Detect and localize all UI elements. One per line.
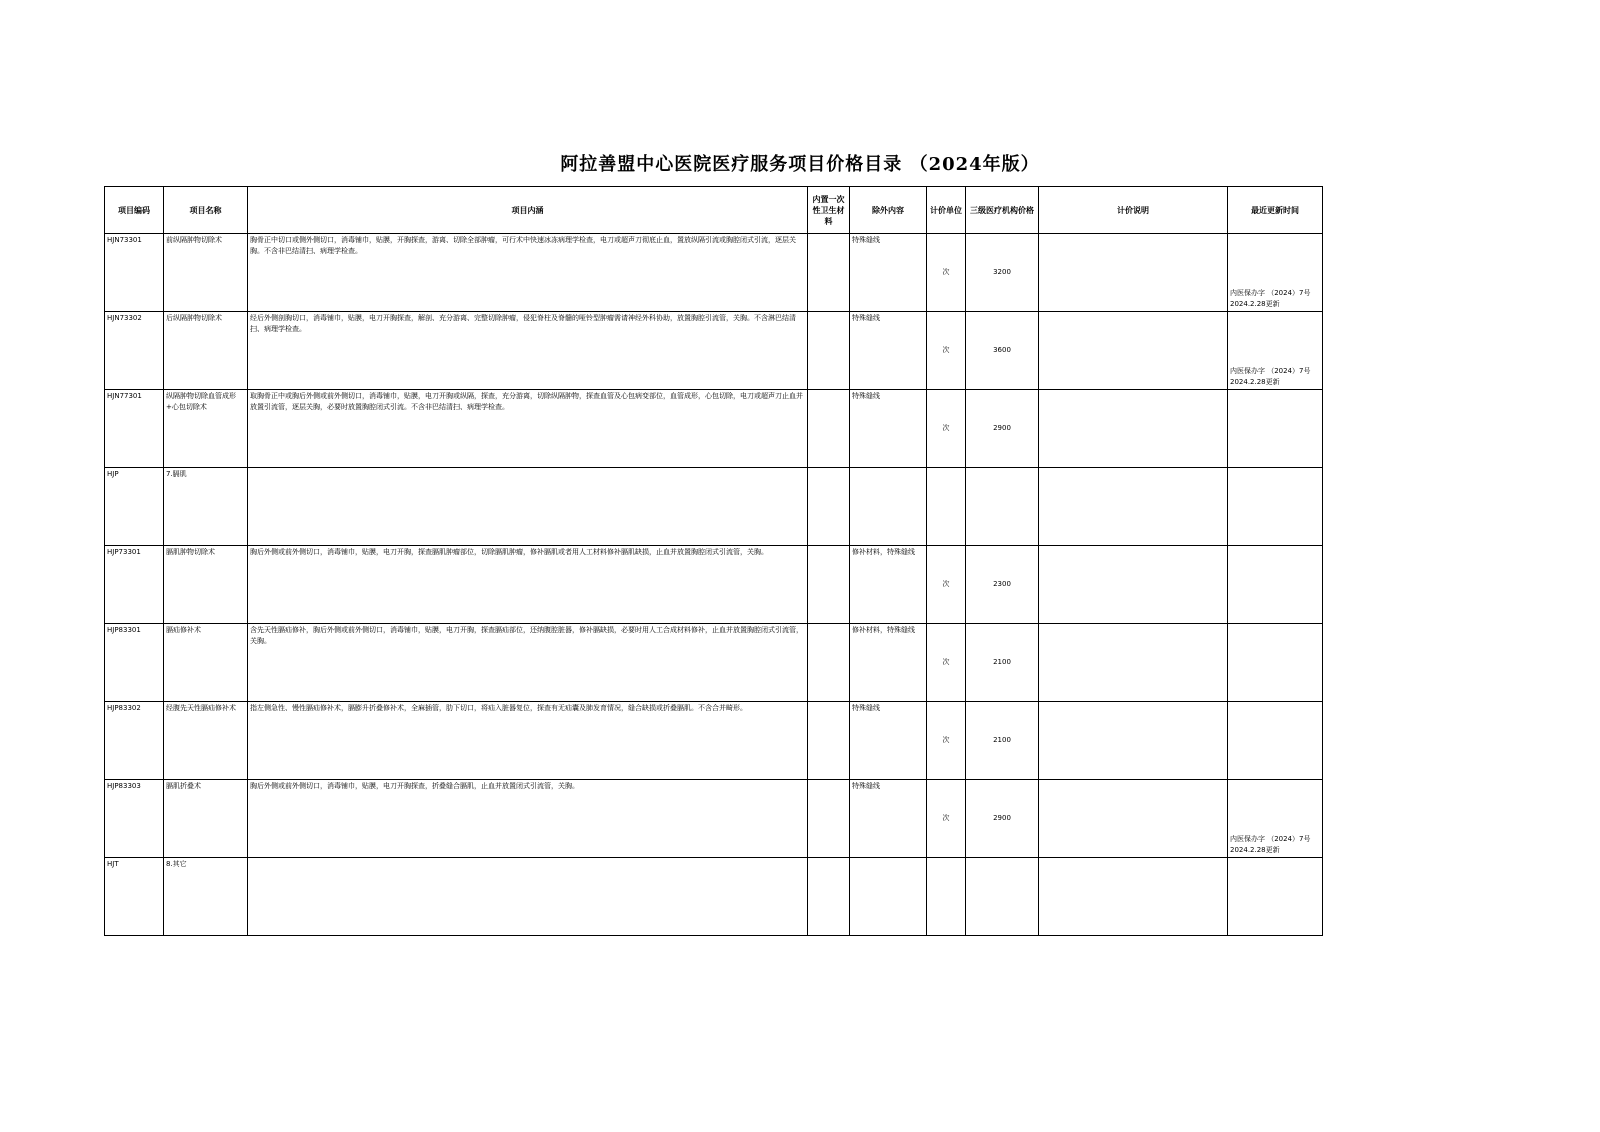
cell-excluded: 修补材料，特殊缝线 — [850, 546, 927, 624]
header-content: 项目内涵 — [248, 187, 808, 234]
cell-note — [1039, 390, 1228, 468]
cell-unit: 次 — [927, 624, 966, 702]
header-excluded: 除外内容 — [850, 187, 927, 234]
cell-code: HJP83301 — [105, 624, 164, 702]
cell-price: 2100 — [966, 624, 1039, 702]
cell-note — [1039, 546, 1228, 624]
cell-name: 7.膈肌 — [164, 468, 248, 546]
cell-content: 取胸骨正中或胸后外侧或前外侧切口，消毒铺巾，贴膜，电刀开胸或纵隔，探查，充分游离，切除纵隔肿物，探查血管及心包病变部位，血管成形，心包切除，电刀或超声刀止血并放置引流管，逐层关胸，必要时放置胸腔闭式引流。不含非巴结清扫、病理学检查。 — [248, 390, 808, 468]
table-row — [105, 312, 1323, 390]
cell-code: HJN77301 — [105, 390, 164, 468]
cell-unit — [927, 858, 966, 936]
header-name: 项目名称 — [164, 187, 248, 234]
cell-updated: 内医保办字 （2024）7号 2024.2.28更新 — [1228, 780, 1323, 858]
table-row — [105, 624, 1323, 702]
cell-updated — [1228, 468, 1323, 546]
cell-unit: 次 — [927, 546, 966, 624]
cell-code: HJP83303 — [105, 780, 164, 858]
cell-code: HJP73301 — [105, 546, 164, 624]
cell-name: 膈肌肿物切除术 — [164, 546, 248, 624]
cell-unit: 次 — [927, 312, 966, 390]
header-price: 三级医疗机构价格 — [966, 187, 1039, 234]
cell-updated — [1228, 702, 1323, 780]
cell-price: 2100 — [966, 702, 1039, 780]
cell-name: 经腹先天性膈疝修补术 — [164, 702, 248, 780]
cell-code: HJN73301 — [105, 234, 164, 312]
cell-note — [1039, 234, 1228, 312]
cell-excluded: 特殊缝线 — [850, 702, 927, 780]
cell-name: 纵隔肿物切除血管成形+心包切除术 — [164, 390, 248, 468]
cell-unit: 次 — [927, 780, 966, 858]
cell-name: 膈肌折叠术 — [164, 780, 248, 858]
cell-excluded: 特殊缝线 — [850, 234, 927, 312]
table-row — [105, 858, 1323, 936]
cell-price: 3600 — [966, 312, 1039, 390]
header-note: 计价说明 — [1039, 187, 1228, 234]
cell-note — [1039, 780, 1228, 858]
table-row — [105, 780, 1323, 858]
cell-unit — [927, 468, 966, 546]
header-updated: 最近更新时间 — [1228, 187, 1323, 234]
cell-price: 2900 — [966, 780, 1039, 858]
cell-name: 膈疝修补术 — [164, 624, 248, 702]
cell-price: 2300 — [966, 546, 1039, 624]
cell-updated: 内医保办字 （2024）7号 2024.2.28更新 — [1228, 234, 1323, 312]
cell-updated: 内医保办字 （2024）7号 2024.2.28更新 — [1228, 312, 1323, 390]
cell-updated — [1228, 390, 1323, 468]
cell-content — [248, 468, 808, 546]
cell-name: 8.其它 — [164, 858, 248, 936]
header-unit: 计价单位 — [927, 187, 966, 234]
cell-unit: 次 — [927, 390, 966, 468]
cell-updated — [1228, 624, 1323, 702]
table-row — [105, 702, 1323, 780]
cell-content: 胸后外侧或前外侧切口，消毒铺巾，贴膜，电刀开胸，探查膈肌肿瘤部位，切除膈肌肿瘤，修补膈肌或者用人工材料修补膈肌缺损，止血并放置胸腔闭式引流管，关胸。 — [248, 546, 808, 624]
cell-unit: 次 — [927, 234, 966, 312]
cell-note — [1039, 702, 1228, 780]
cell-consumables — [808, 468, 850, 546]
document-title: 阿拉善盟中心医院医疗服务项目价格目录 （2024年版） — [560, 154, 1040, 175]
cell-excluded: 修补材料，特殊缝线 — [850, 624, 927, 702]
table-row — [105, 546, 1323, 624]
cell-excluded — [850, 858, 927, 936]
cell-consumables — [808, 312, 850, 390]
cell-content: 含先天性膈疝修补，胸后外侧或前外侧切口，消毒铺巾，贴膜，电刀开胸，探查膈疝部位，还纳腹腔脏器，修补膈缺损，必要时用人工合成材料修补，止血并放置胸腔闭式引流管，关胸。 — [248, 624, 808, 702]
cell-code: HJP83302 — [105, 702, 164, 780]
cell-content: 胸后外侧或前外侧切口，消毒铺巾，贴膜，电刀开胸探查，折叠缝合膈肌，止血并放置闭式引流管，关胸。 — [248, 780, 808, 858]
cell-excluded: 特殊缝线 — [850, 780, 927, 858]
cell-code: HJT — [105, 858, 164, 936]
cell-excluded: 特殊缝线 — [850, 390, 927, 468]
cell-content: 指左侧急性、慢性膈疝修补术，膈膨升折叠修补术，全麻插管，肋下切口，将疝入脏器复位，探查有无疝囊及肺发育情况，缝合缺损或折叠膈肌。不含合并畸形。 — [248, 702, 808, 780]
header-consumables: 内置一次性卫生材料 — [808, 187, 850, 234]
cell-note — [1039, 858, 1228, 936]
table-row — [105, 468, 1323, 546]
cell-content: 经后外侧剖胸切口，消毒铺巾，贴膜，电刀开胸探查，解剖、充分游离、完整切除肿瘤，侵犯脊柱及脊髓的哑铃型肿瘤需请神经外科协助，放置胸腔引流管，关胸。不含淋巴结清扫、病理学检查。 — [248, 312, 808, 390]
cell-name: 前纵隔肿物切除术 — [164, 234, 248, 312]
cell-name: 后纵隔肿物切除术 — [164, 312, 248, 390]
header-code: 项目编码 — [105, 187, 164, 234]
cell-updated — [1228, 546, 1323, 624]
cell-note — [1039, 468, 1228, 546]
table-header-row — [105, 187, 1323, 234]
cell-consumables — [808, 858, 850, 936]
price-table — [104, 186, 1323, 936]
cell-excluded: 特殊缝线 — [850, 312, 927, 390]
cell-content: 胸骨正中切口或侧外侧切口，消毒铺巾，贴膜，开胸探查，游离、切除全部肿瘤，可行术中快速冰冻病理学检查，电刀或超声刀彻底止血，置放纵隔引流或胸腔闭式引流，逐层关胸。不含非巴结清扫、病理学检查。 — [248, 234, 808, 312]
cell-consumables — [808, 780, 850, 858]
cell-price: 3200 — [966, 234, 1039, 312]
cell-updated — [1228, 858, 1323, 936]
table-row — [105, 234, 1323, 312]
cell-note — [1039, 624, 1228, 702]
cell-consumables — [808, 624, 850, 702]
cell-unit: 次 — [927, 702, 966, 780]
cell-price — [966, 858, 1039, 936]
cell-price — [966, 468, 1039, 546]
cell-code: HJP — [105, 468, 164, 546]
cell-consumables — [808, 702, 850, 780]
cell-excluded — [850, 468, 927, 546]
table-row — [105, 390, 1323, 468]
cell-note — [1039, 312, 1228, 390]
cell-consumables — [808, 546, 850, 624]
cell-price: 2900 — [966, 390, 1039, 468]
cell-consumables — [808, 390, 850, 468]
cell-code: HJN73302 — [105, 312, 164, 390]
cell-content — [248, 858, 808, 936]
cell-consumables — [808, 234, 850, 312]
